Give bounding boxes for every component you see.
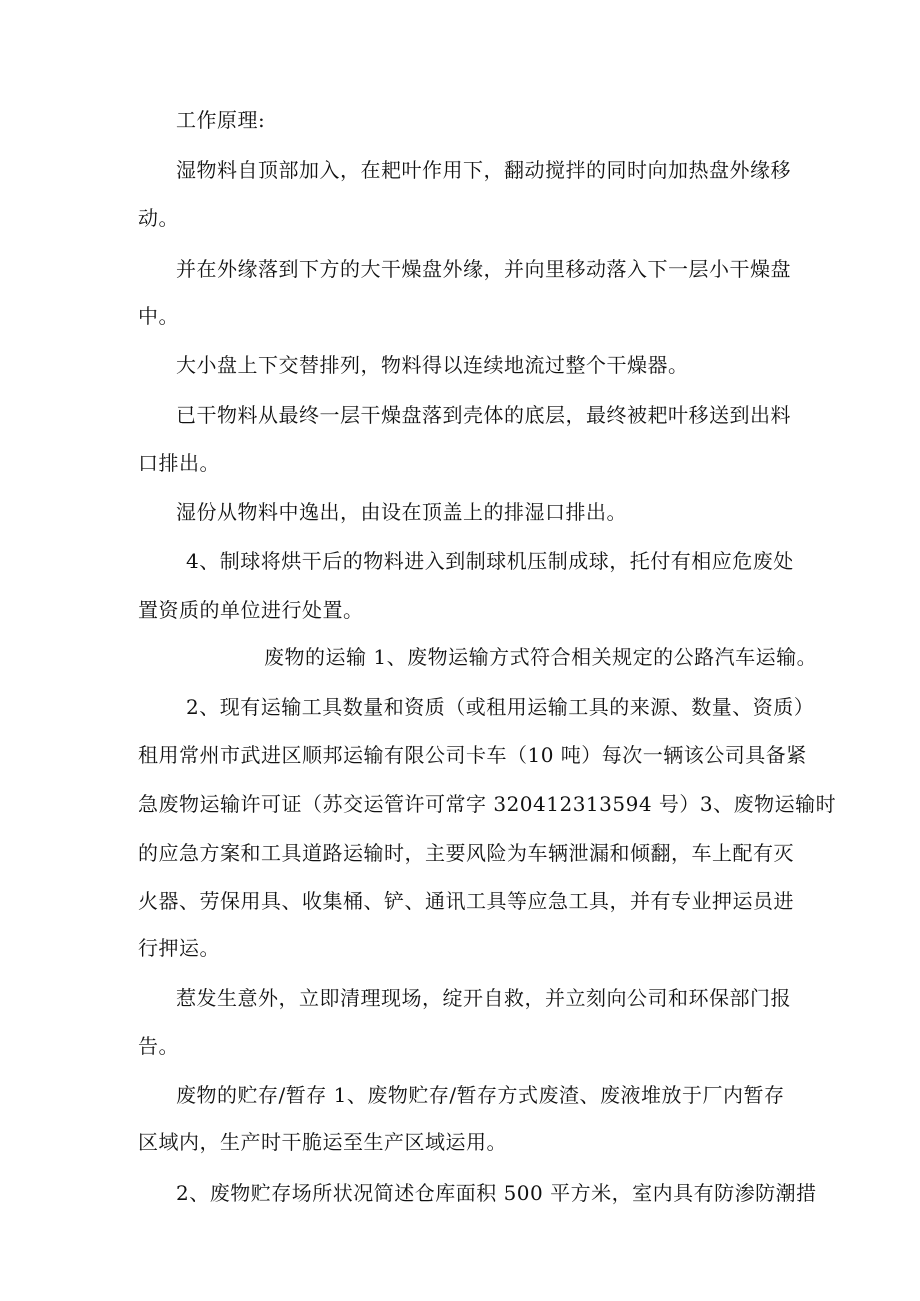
text-line: 废物的贮存/暂存 1、废物贮存/暂存方式废渣、废液堆放于厂内暂存: [176, 1083, 785, 1107]
text-line: 惹发生意外，立即清理现场，绽开自救，并立刻向公司和环保部门报: [176, 986, 791, 1010]
text-line: 急废物运输许可证（苏交运管许可常字 320412313594 号）3、废物运输时: [138, 792, 837, 816]
text-line: 火器、劳保用具、收集桶、铲、通讯工具等应急工具，并有专业押运员进: [138, 889, 794, 913]
text-line: 并在外缘落到下方的大干燥盘外缘，并向里移动落入下一层小干燥盘: [176, 257, 791, 281]
text-line: 口排出。: [138, 451, 220, 475]
text-line: 的应急方案和工具道路运输时，主要风险为车辆泄漏和倾翻，车上配有灭: [138, 841, 794, 865]
text-line: 大小盘上下交替排列，物料得以连续地流过整个干燥器。: [176, 353, 689, 377]
text-line: 区域内，生产时干脆运至生产区域运用。: [138, 1130, 507, 1154]
text-line: 湿物料自顶部加入，在耙叶作用下，翻动搅拌的同时向加热盘外缘移: [176, 158, 791, 182]
text-line: 已干物料从最终一层干燥盘落到壳体的底层，最终被耙叶移送到出料: [176, 403, 791, 427]
text-line: 工作原理:: [176, 108, 266, 132]
text-line: 置资质的单位进行处置。: [138, 598, 364, 622]
text-line: 动。: [138, 206, 179, 230]
text-line: 中。: [138, 304, 179, 328]
text-line: 2、废物贮存场所状况简述仓库面积 500 平方米，室内具有防渗防潮措: [176, 1181, 817, 1205]
text-line: 租用常州市武进区顺邦运输有限公司卡车（10 吨）每次一辆该公司具备紧: [138, 743, 807, 767]
text-line: 告。: [138, 1034, 179, 1058]
text-line: 4、制球将烘干后的物料进入到制球机压制成球，托付有相应危废处: [186, 549, 794, 573]
text-line: 行押运。: [138, 936, 220, 960]
text-line: 2、现有运输工具数量和资质（或租用运输工具的来源、数量、资质）: [186, 695, 815, 719]
text-line: 湿份从物料中逸出，由设在顶盖上的排湿口排出。: [176, 500, 627, 524]
text-line: 废物的运输 1、废物运输方式符合相关规定的公路汽车运输。: [264, 645, 818, 669]
